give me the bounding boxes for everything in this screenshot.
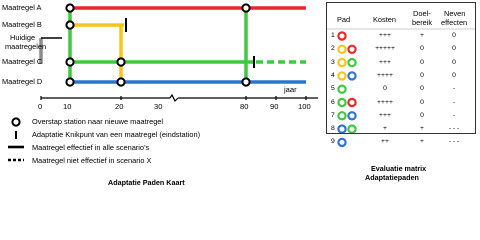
matrix-caption-2: Adaptatiepaden <box>365 173 419 182</box>
matrix-row-number: 1 <box>331 32 335 39</box>
axis-tick-0: 0 <box>38 102 43 111</box>
transfer-station-icon <box>66 21 73 28</box>
matrix-cell-doel: 0 <box>420 111 424 119</box>
map-caption: Adaptatie Paden Kaart <box>108 178 185 187</box>
matrix-cell-neven: 0 <box>452 71 456 79</box>
matrix-cell-kosten: +++ <box>379 111 391 119</box>
matrix-cell-kosten: 0 <box>383 85 387 93</box>
matrix-cell-doel: 0 <box>420 85 424 93</box>
matrix-cell-neven: - <box>452 85 456 93</box>
matrix-row-number: 9 <box>331 138 335 146</box>
label-measure-c: Maatregel C <box>2 57 43 66</box>
matrix-cell-neven: 0 <box>452 45 456 53</box>
matrix-cell-doel: 0 <box>420 98 424 106</box>
matrix-cell-neven: - - - <box>448 125 460 133</box>
matrix-cell-doel: + <box>420 32 424 39</box>
transfer-station-icon <box>117 58 124 65</box>
legend-solid-line: Maatregel effectief in alle scenario’s <box>32 143 150 152</box>
matrix-row-number: 6 <box>331 98 335 106</box>
matrix-row-number: 7 <box>331 111 335 119</box>
matrix-cell-kosten: +++++ <box>375 45 395 53</box>
label-current-measures-2: maatregelen <box>5 42 47 51</box>
axis-tick-10: 10 <box>63 102 72 111</box>
matrix-cell-neven: - - - <box>448 138 460 146</box>
transfer-station-icon <box>66 58 73 65</box>
legend-dashed-line: Maatregel niet effectief in scenario X <box>32 156 152 165</box>
matrix-cell-kosten: +++ <box>379 32 391 39</box>
axis-tick-30: 30 <box>154 102 163 111</box>
matrix-header-doelbereik-1: Doel- <box>413 9 431 18</box>
matrix-row-number: 4 <box>331 71 335 79</box>
transfer-station-icon <box>242 4 249 11</box>
matrix-cell-doel: + <box>420 125 424 133</box>
matrix-cell-doel: 0 <box>420 45 424 53</box>
matrix-path-circle-icon <box>338 139 345 146</box>
axis-tick-20: 20 <box>115 102 124 111</box>
matrix-cell-kosten: +++ <box>379 58 391 66</box>
matrix-cell-doel: 0 <box>420 58 424 66</box>
matrix-cell-kosten: ++ <box>381 138 389 146</box>
matrix-header-neven-2: effecten <box>441 18 468 27</box>
legend-tipping-point: Adaptatie Knikpunt van een maatregel (eindstation) <box>32 130 201 139</box>
matrix-cell-neven: - <box>452 111 456 119</box>
axis-tick-90: 90 <box>270 102 279 111</box>
legend-transfer-station: Overstap station naar nieuwe maatregel <box>32 117 164 126</box>
label-measure-d: Maatregel D <box>2 77 43 86</box>
transfer-stations <box>66 4 249 85</box>
matrix-cell-kosten: ++++ <box>377 98 393 106</box>
matrix-cell-neven: - <box>452 98 456 106</box>
matrix-cell-neven: 0 <box>452 32 456 39</box>
transfer-station-icon <box>66 4 73 11</box>
transfer-station-icon <box>12 118 19 125</box>
matrix-cell-kosten: ++++ <box>377 71 393 79</box>
transfer-station-icon <box>242 78 249 85</box>
matrix-cell-kosten: + <box>383 125 387 133</box>
time-axis <box>41 95 318 101</box>
matrix-row-number: 5 <box>331 85 335 93</box>
matrix-header-kosten: Kosten <box>373 15 397 24</box>
label-current-measures-1: Huidige <box>10 33 36 42</box>
label-measure-b: Maatregel B <box>2 20 42 29</box>
matrix-row-number: 8 <box>331 125 335 133</box>
axis-tick-80: 80 <box>240 102 249 111</box>
matrix-row-number: 2 <box>331 45 335 53</box>
matrix-row-number: 3 <box>331 58 335 66</box>
legend-symbols <box>8 118 24 160</box>
matrix-cell-neven: 0 <box>452 58 456 66</box>
transfer-station-icon <box>117 78 124 85</box>
matrix-header-doelbereik-2: bereik <box>412 18 433 27</box>
matrix-caption-1: Evaluatie matrix <box>371 164 427 173</box>
matrix-cell-doel: + <box>420 138 424 146</box>
axis-unit: jaar <box>284 85 297 94</box>
matrix-cell-doel: 0 <box>420 71 424 79</box>
axis-tick-100: 100 <box>298 102 311 111</box>
matrix-header-pad: Pad <box>337 15 351 24</box>
label-measure-a: Maatregel A <box>2 3 42 12</box>
transfer-station-icon <box>66 78 73 85</box>
matrix-header-neven-1: Neven <box>444 9 466 18</box>
